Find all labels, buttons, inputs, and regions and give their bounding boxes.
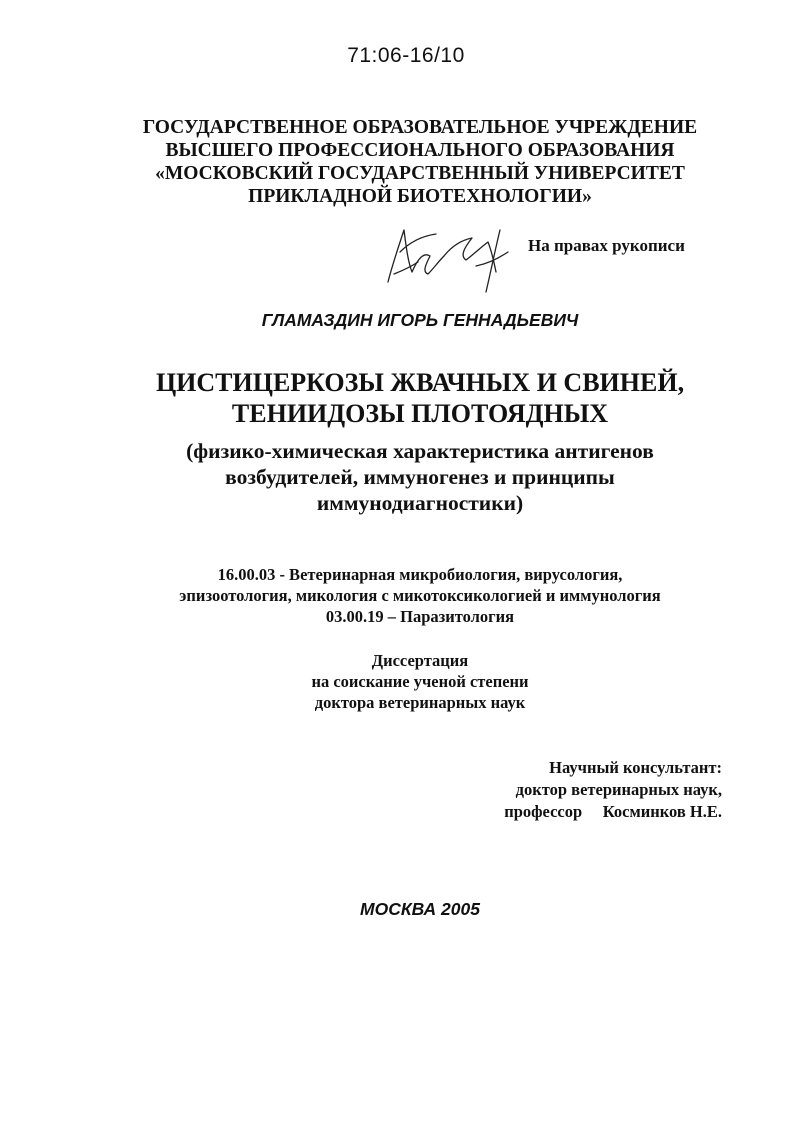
city-year: МОСКВА 2005: [360, 899, 480, 919]
consultant-name: профессор Косминков Н.Е.: [504, 802, 722, 821]
degree-line: доктора ветеринарных наук: [314, 693, 526, 712]
subtitle-line: иммунодиагностики): [316, 491, 524, 515]
subtitle-line: (физико-химическая характеристика антигенов: [186, 439, 654, 463]
degree-block: [240, 650, 600, 713]
institution-line: «МОСКОВСКИЙ ГОСУДАРСТВЕННЫЙ УНИВЕРСИТЕТ: [155, 163, 685, 184]
specialties-block: [100, 564, 740, 627]
specialty-line: 16.00.03 - Ветеринарная микробиология, вирусология,: [217, 565, 623, 584]
specialty-line: эпизоотология, микология с микотоксикологией и иммунология: [179, 586, 661, 605]
consultant-block: [420, 757, 722, 823]
institution-line: ВЫСШЕГО ПРОФЕССИОНАЛЬНОГО ОБРАЗОВАНИЯ: [165, 140, 675, 161]
document-code: 71:06-16/10: [347, 44, 465, 67]
consultant-degree: доктор ветеринарных наук,: [515, 780, 722, 799]
institution-line: ГОСУДАРСТВЕННОЕ ОБРАЗОВАТЕЛЬНОЕ УЧРЕЖДЕНИЕ: [142, 117, 698, 138]
institution-line: ПРИКЛАДНОЙ БИОТЕХНОЛОГИИ»: [248, 186, 592, 207]
author-name: ГЛАМАЗДИН ИГОРЬ ГЕННАДЬЕВИЧ: [261, 310, 579, 330]
dissertation-title: [100, 367, 740, 429]
title-line: ТЕНИИДОЗЫ ПЛОТОЯДНЫХ: [231, 399, 609, 428]
degree-line: на соискание ученой степени: [311, 672, 529, 691]
handwritten-signature: [380, 222, 522, 296]
subtitle-line: возбудителей, иммуногенез и принципы: [225, 465, 615, 489]
degree-line: Диссертация: [371, 651, 469, 670]
dissertation-subtitle: [100, 438, 740, 516]
specialty-line: 03.00.19 – Паразитология: [325, 607, 515, 626]
rights-note: На правах рукописи: [528, 236, 685, 255]
institution-header: [120, 116, 720, 208]
title-line: ЦИСТИЦЕРКОЗЫ ЖВАЧНЫХ И СВИНЕЙ,: [155, 368, 685, 397]
consultant-heading: Научный консультант:: [549, 758, 722, 777]
